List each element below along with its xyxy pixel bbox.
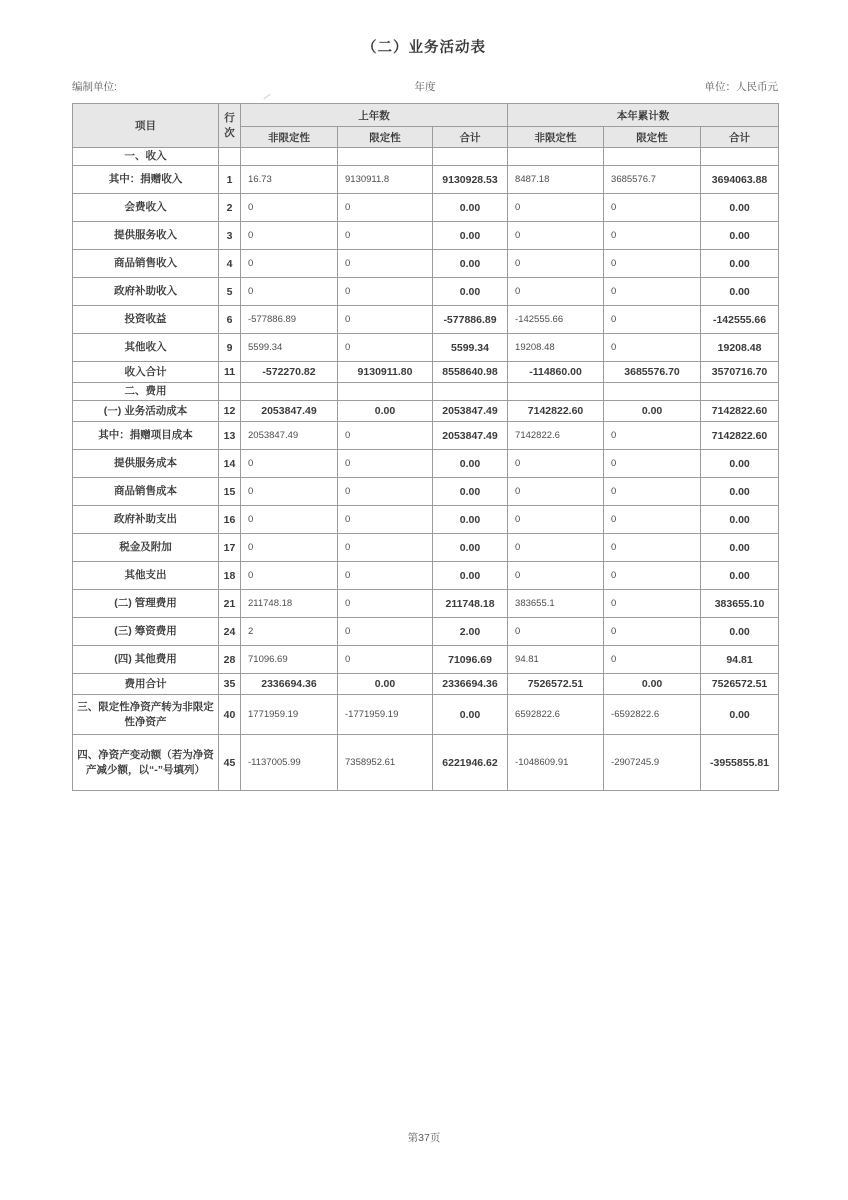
value-cell: 0 <box>338 334 433 362</box>
statement-table <box>72 103 779 791</box>
total-value-cell: 0.00 <box>701 534 779 562</box>
value-cell: -114860.00 <box>508 362 604 383</box>
value-cell: -6592822.6 <box>604 695 701 735</box>
col-header-unrestricted-prev: 非限定性 <box>241 127 338 148</box>
row-number: 12 <box>219 401 241 422</box>
row-label: 政府补助支出 <box>73 506 219 534</box>
value-cell: -2907245.9 <box>604 735 701 791</box>
total-value-cell: -3955855.81 <box>701 735 779 791</box>
table-row <box>73 422 779 450</box>
row-label: 税金及附加 <box>73 534 219 562</box>
total-value-cell: 0.00 <box>701 194 779 222</box>
value-cell: 71096.69 <box>241 646 338 674</box>
value-cell: -1771959.19 <box>338 695 433 735</box>
total-value-cell: 2.00 <box>433 618 508 646</box>
value-cell: 0 <box>508 562 604 590</box>
row-label: 其中：捐赠收入 <box>73 166 219 194</box>
row-number: 18 <box>219 562 241 590</box>
row-number: 45 <box>219 735 241 791</box>
row-number: 13 <box>219 422 241 450</box>
table-row <box>73 674 779 695</box>
total-value-cell: 0.00 <box>433 278 508 306</box>
value-cell: 2053847.49 <box>241 422 338 450</box>
row-number: 9 <box>219 334 241 362</box>
value-cell: 3685576.7 <box>604 166 701 194</box>
total-value-cell <box>701 148 779 166</box>
row-label: 商品销售收入 <box>73 250 219 278</box>
total-value-cell: 2053847.49 <box>433 422 508 450</box>
row-number: 4 <box>219 250 241 278</box>
table-row <box>73 334 779 362</box>
value-cell: 0 <box>338 422 433 450</box>
value-cell: 0 <box>338 478 433 506</box>
business-activity-table <box>72 103 778 791</box>
table-row <box>73 590 779 618</box>
row-number: 6 <box>219 306 241 334</box>
value-cell <box>338 148 433 166</box>
table-row <box>73 306 779 334</box>
value-cell: 0 <box>604 334 701 362</box>
row-label: 投资收益 <box>73 306 219 334</box>
total-value-cell: 0.00 <box>701 695 779 735</box>
col-header-restricted-prev: 限定性 <box>338 127 433 148</box>
total-value-cell: 7526572.51 <box>701 674 779 695</box>
value-cell: 0.00 <box>338 401 433 422</box>
value-cell: 8487.18 <box>508 166 604 194</box>
value-cell: 7358952.61 <box>338 735 433 791</box>
total-value-cell: -577886.89 <box>433 306 508 334</box>
table-body <box>73 148 779 791</box>
value-cell: 16.73 <box>241 166 338 194</box>
row-number: 15 <box>219 478 241 506</box>
table-row <box>73 166 779 194</box>
value-cell: 0 <box>604 250 701 278</box>
value-cell: 0 <box>241 534 338 562</box>
table-row <box>73 646 779 674</box>
value-cell: 9130911.8 <box>338 166 433 194</box>
row-number: 35 <box>219 674 241 695</box>
row-label: 商品销售成本 <box>73 478 219 506</box>
value-cell: -1137005.99 <box>241 735 338 791</box>
row-label: (四) 其他费用 <box>73 646 219 674</box>
value-cell: 0 <box>508 278 604 306</box>
total-value-cell: 0.00 <box>701 450 779 478</box>
row-number: 28 <box>219 646 241 674</box>
table-row <box>73 534 779 562</box>
col-group-prev-year: 上年数 <box>241 104 508 127</box>
table-row <box>73 506 779 534</box>
total-value-cell: 94.81 <box>701 646 779 674</box>
total-value-cell: 7142822.60 <box>701 422 779 450</box>
value-cell: 0 <box>604 562 701 590</box>
value-cell: 0 <box>241 194 338 222</box>
total-value-cell <box>433 148 508 166</box>
value-cell: 6592822.6 <box>508 695 604 735</box>
total-value-cell: 0.00 <box>701 478 779 506</box>
total-value-cell <box>701 383 779 401</box>
row-number <box>219 148 241 166</box>
value-cell: 0 <box>241 450 338 478</box>
table-row <box>73 478 779 506</box>
total-value-cell: 0.00 <box>701 250 779 278</box>
value-cell: 0 <box>338 562 433 590</box>
value-cell: -577886.89 <box>241 306 338 334</box>
unit-label: 单位：人民币元 <box>704 81 778 93</box>
row-number: 11 <box>219 362 241 383</box>
value-cell: 0 <box>508 618 604 646</box>
row-number <box>219 383 241 401</box>
total-value-cell: -142555.66 <box>701 306 779 334</box>
value-cell: 0 <box>604 194 701 222</box>
total-value-cell: 5599.34 <box>433 334 508 362</box>
value-cell <box>241 383 338 401</box>
value-cell: 0 <box>338 222 433 250</box>
table-row <box>73 735 779 791</box>
value-cell: 0 <box>241 250 338 278</box>
table-row <box>73 194 779 222</box>
row-label: 政府补助收入 <box>73 278 219 306</box>
value-cell: 0 <box>604 534 701 562</box>
row-number: 21 <box>219 590 241 618</box>
value-cell: 0 <box>604 450 701 478</box>
col-group-current-year: 本年累计数 <box>508 104 779 127</box>
table-row <box>73 383 779 401</box>
total-value-cell: 0.00 <box>433 506 508 534</box>
value-cell: 0 <box>338 590 433 618</box>
value-cell: 2053847.49 <box>241 401 338 422</box>
total-value-cell: 0.00 <box>701 278 779 306</box>
table-row <box>73 450 779 478</box>
row-label: 其中：捐赠项目成本 <box>73 422 219 450</box>
row-number: 14 <box>219 450 241 478</box>
total-value-cell: 0.00 <box>433 562 508 590</box>
row-label: (三) 筹资费用 <box>73 618 219 646</box>
total-value-cell: 2053847.49 <box>433 401 508 422</box>
row-label: 收入合计 <box>73 362 219 383</box>
value-cell: 7142822.6 <box>508 422 604 450</box>
value-cell: 0 <box>508 534 604 562</box>
value-cell: 0 <box>508 450 604 478</box>
total-value-cell: 0.00 <box>701 222 779 250</box>
value-cell: 0 <box>338 250 433 278</box>
table-row <box>73 695 779 735</box>
value-cell: 0 <box>338 646 433 674</box>
value-cell: 0 <box>604 618 701 646</box>
value-cell <box>604 148 701 166</box>
value-cell: 0.00 <box>604 401 701 422</box>
row-label: 一、收入 <box>73 148 219 166</box>
total-value-cell: 0.00 <box>433 450 508 478</box>
value-cell: 2336694.36 <box>241 674 338 695</box>
value-cell: 0 <box>241 278 338 306</box>
table-row <box>73 250 779 278</box>
value-cell <box>241 148 338 166</box>
row-number: 3 <box>219 222 241 250</box>
col-header-total-cur: 合计 <box>701 127 779 148</box>
total-value-cell: 383655.10 <box>701 590 779 618</box>
value-cell <box>604 383 701 401</box>
total-value-cell: 3570716.70 <box>701 362 779 383</box>
total-value-cell: 0.00 <box>433 534 508 562</box>
value-cell: 2 <box>241 618 338 646</box>
total-value-cell: 9130928.53 <box>433 166 508 194</box>
row-label: 其他收入 <box>73 334 219 362</box>
value-cell: 0 <box>604 422 701 450</box>
value-cell: 94.81 <box>508 646 604 674</box>
value-cell: 0 <box>338 194 433 222</box>
value-cell <box>508 148 604 166</box>
row-label: 四、净资产变动额（若为净资产减少额，以“-”号填列） <box>73 735 219 791</box>
value-cell: 0 <box>508 250 604 278</box>
value-cell: 1771959.19 <box>241 695 338 735</box>
value-cell: 19208.48 <box>508 334 604 362</box>
total-value-cell: 0.00 <box>433 222 508 250</box>
row-label: 提供服务成本 <box>73 450 219 478</box>
row-label: (二) 管理费用 <box>73 590 219 618</box>
col-header-item: 项目 <box>73 104 219 148</box>
value-cell: 0 <box>338 506 433 534</box>
value-cell: 0 <box>604 646 701 674</box>
row-label: (一) 业务活动成本 <box>73 401 219 422</box>
total-value-cell: 211748.18 <box>433 590 508 618</box>
row-label: 费用合计 <box>73 674 219 695</box>
value-cell: 0 <box>604 306 701 334</box>
prepared-by-label: 编制单位: <box>72 81 117 93</box>
row-label: 其他支出 <box>73 562 219 590</box>
value-cell: 0 <box>338 618 433 646</box>
row-number: 5 <box>219 278 241 306</box>
page-number: 第37页 <box>407 1132 441 1144</box>
value-cell: 7526572.51 <box>508 674 604 695</box>
value-cell: 0 <box>604 478 701 506</box>
total-value-cell: 0.00 <box>701 562 779 590</box>
total-value-cell: 8558640.98 <box>433 362 508 383</box>
value-cell: 5599.34 <box>241 334 338 362</box>
value-cell: 0 <box>241 478 338 506</box>
table-row <box>73 278 779 306</box>
total-value-cell: 6221946.62 <box>433 735 508 791</box>
value-cell: 9130911.80 <box>338 362 433 383</box>
value-cell: 383655.1 <box>508 590 604 618</box>
value-cell <box>338 383 433 401</box>
total-value-cell <box>433 383 508 401</box>
row-number: 1 <box>219 166 241 194</box>
value-cell: 0 <box>604 222 701 250</box>
table-row <box>73 562 779 590</box>
row-label: 三、限定性净资产转为非限定性净资产 <box>73 695 219 735</box>
col-header-restricted-cur: 限定性 <box>604 127 701 148</box>
value-cell: 0 <box>338 278 433 306</box>
value-cell: 7142822.60 <box>508 401 604 422</box>
row-label: 二、费用 <box>73 383 219 401</box>
row-number: 24 <box>219 618 241 646</box>
row-number: 17 <box>219 534 241 562</box>
total-value-cell: 2336694.36 <box>433 674 508 695</box>
value-cell: 0 <box>338 534 433 562</box>
col-header-unrestricted-cur: 非限定性 <box>508 127 604 148</box>
value-cell: 0 <box>604 506 701 534</box>
value-cell: 0 <box>241 562 338 590</box>
row-label: 会费收入 <box>73 194 219 222</box>
value-cell: 0 <box>604 278 701 306</box>
row-number: 40 <box>219 695 241 735</box>
value-cell: 0 <box>338 306 433 334</box>
row-number: 16 <box>219 506 241 534</box>
row-label: 提供服务收入 <box>73 222 219 250</box>
col-header-total-prev: 合计 <box>433 127 508 148</box>
total-value-cell: 0.00 <box>433 478 508 506</box>
value-cell: 0.00 <box>604 674 701 695</box>
page-title: （二）业务活动表 <box>362 40 486 56</box>
value-cell: 0 <box>508 478 604 506</box>
table-row <box>73 148 779 166</box>
total-value-cell: 71096.69 <box>433 646 508 674</box>
value-cell: 0 <box>338 450 433 478</box>
stray-mark <box>263 94 270 99</box>
value-cell: 0 <box>508 194 604 222</box>
value-cell: 0 <box>508 222 604 250</box>
total-value-cell: 7142822.60 <box>701 401 779 422</box>
period-label: 年度 <box>414 81 436 93</box>
total-value-cell: 0.00 <box>433 695 508 735</box>
total-value-cell: 19208.48 <box>701 334 779 362</box>
total-value-cell: 0.00 <box>433 250 508 278</box>
value-cell: 3685576.70 <box>604 362 701 383</box>
value-cell <box>508 383 604 401</box>
table-row <box>73 362 779 383</box>
total-value-cell: 0.00 <box>701 618 779 646</box>
value-cell: 0 <box>508 506 604 534</box>
value-cell: -572270.82 <box>241 362 338 383</box>
value-cell: 0 <box>604 590 701 618</box>
table-row <box>73 222 779 250</box>
value-cell: -1048609.91 <box>508 735 604 791</box>
meta-row <box>72 79 778 94</box>
total-value-cell: 0.00 <box>701 506 779 534</box>
value-cell: -142555.66 <box>508 306 604 334</box>
value-cell: 0.00 <box>338 674 433 695</box>
row-number: 2 <box>219 194 241 222</box>
value-cell: 0 <box>241 506 338 534</box>
table-row <box>73 401 779 422</box>
total-value-cell: 0.00 <box>433 194 508 222</box>
value-cell: 0 <box>241 222 338 250</box>
value-cell: 211748.18 <box>241 590 338 618</box>
total-value-cell: 3694063.88 <box>701 166 779 194</box>
table-row <box>73 618 779 646</box>
col-header-row-no: 行次 <box>219 104 241 148</box>
